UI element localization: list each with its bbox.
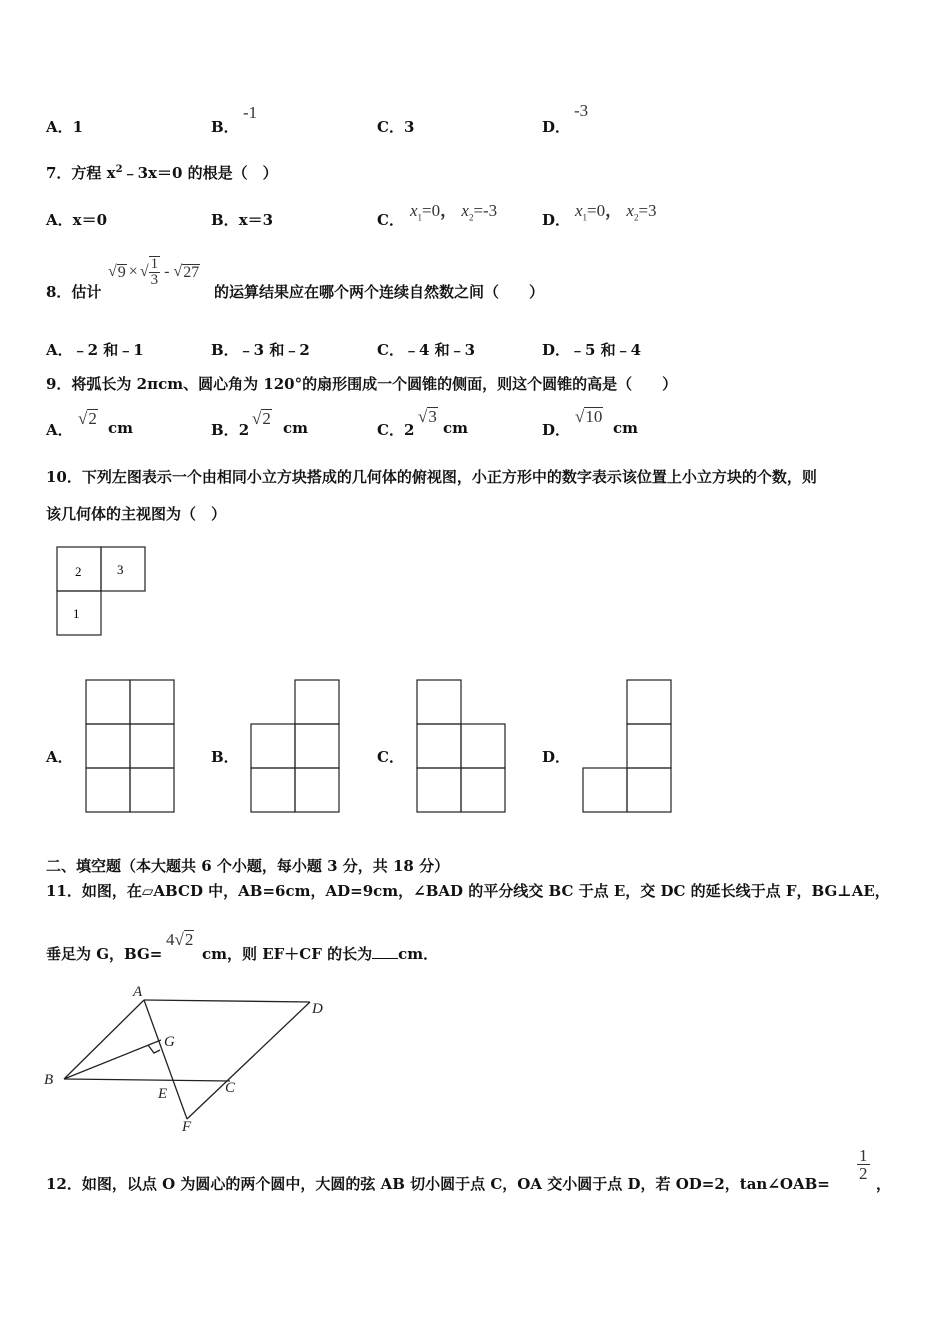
label-d: D	[312, 1001, 323, 1017]
q9-option-d-label: D．	[542, 421, 571, 439]
q12-fraction: $\frac{1}{2}$	[859, 1146, 868, 1183]
q9-option-c-value: √3	[418, 407, 437, 426]
q6-option-d-value: -3	[574, 101, 589, 120]
q9-option-a-value: √2	[78, 409, 97, 428]
q8-option-d: D．﹣5 和﹣4	[542, 341, 642, 359]
grid-count-top-left: 2	[75, 564, 82, 579]
q11-stem-line2-suffix: cm，则 EF＋CF 的长为 cm．	[202, 945, 439, 963]
label-c: C	[225, 1080, 236, 1096]
q8-option-c: C．﹣4 和﹣3	[377, 341, 476, 359]
q8-stem-prefix: 8．估计	[46, 283, 102, 301]
q6-option-c: C．3	[377, 118, 415, 136]
q11-stem-line2-prefix: 垂足为 G，BG=	[46, 945, 163, 963]
q10-top-view-grid	[55, 545, 149, 637]
q11-parallelogram-figure	[40, 980, 340, 1140]
q10-stem-line2: 该几何体的主视图为（ ）	[46, 505, 227, 523]
q10-option-b-label: B．	[211, 748, 239, 766]
label-a: A	[133, 984, 143, 1000]
q10-option-c-figure	[416, 679, 508, 815]
label-e: E	[158, 1086, 168, 1102]
q6-option-b: B．	[211, 118, 239, 136]
grid-count-bottom-left: 1	[73, 606, 80, 621]
q7-option-d-value: $x_1=0$， $x_2=3$	[575, 201, 657, 223]
q8-option-a: A．﹣2 和﹣1	[46, 341, 144, 359]
q7-option-c-label: C．	[377, 211, 404, 229]
q8-stem-suffix: 的运算结果应在哪个两个连续自然数之间（ ）	[214, 283, 545, 301]
q12-stem-suffix: ，	[876, 1175, 892, 1193]
q7-option-a: A．x＝0	[46, 211, 108, 229]
q9-option-d-unit: cm	[613, 419, 639, 437]
q9-option-b-value: √2	[252, 409, 271, 428]
q7-option-d-label: D．	[542, 211, 571, 229]
q7-option-c-value: $x_1=0$， $x_2=-3$	[410, 201, 498, 223]
q9-option-c-label: C．2	[377, 421, 415, 439]
q6-option-a: A．1	[46, 118, 84, 136]
grid-count-top-right: 3	[117, 562, 124, 577]
label-b: B	[44, 1072, 54, 1088]
q10-stem-line1: 10．下列左图表示一个由相同小立方块搭成的几何体的俯视图，小正方形中的数字表示该位置上小立方块的个数，则	[46, 468, 817, 486]
q9-option-b-label: B．2	[211, 421, 250, 439]
q11-bg-value: 4√2	[166, 930, 194, 949]
q9-option-a-label: A．	[46, 421, 73, 439]
label-g: G	[164, 1034, 175, 1050]
q12-stem: 12．如图，以点 O 为圆心的两个圆中，大圆的弦 AB 切小圆于点 C，OA 交小圆于点 D，若 OD=2，tan∠OAB=	[46, 1175, 830, 1193]
q10-option-d-label: D．	[542, 748, 571, 766]
q9-option-b-unit: cm	[283, 419, 309, 437]
q10-option-a-label: A．	[46, 748, 73, 766]
q10-option-c-label: C．	[377, 748, 404, 766]
label-f: F	[182, 1119, 192, 1135]
q10-option-d-figure	[582, 679, 674, 815]
q9-option-c-unit: cm	[443, 419, 469, 437]
q7-option-b: B．x＝3	[211, 211, 274, 229]
answer-blank[interactable]	[372, 946, 398, 959]
q8-expression: √ 9 × √ $\frac{1}{3}$ - √ 27	[108, 256, 200, 288]
q6-option-b-value: -1	[243, 103, 258, 122]
q9-option-d-value: √10	[575, 407, 603, 426]
q6-option-d: D．	[542, 118, 571, 136]
q9-stem: 9．将弧长为 2πcm、圆心角为 120°的扇形围成一个圆锥的侧面，则这个圆锥的高是（ ）	[46, 375, 678, 393]
q10-option-b-figure	[250, 679, 342, 815]
q10-option-a-figure	[85, 679, 177, 815]
q7-stem: 7．方程 $x^2﹣3x=0$ 的根是（ ）	[46, 164, 278, 182]
q8-option-b: B．﹣3 和﹣2	[211, 341, 310, 359]
q11-stem-line1: 11．如图，在▱ABCD 中，AB=6cm，AD=9cm，∠BAD 的平分线交 BC 于点 E，交 DC 的延长线于点 F，BG⊥AE，	[46, 882, 890, 900]
section2-title: 二、填空题（本大题共 6 个小题，每小题 3 分，共 18 分）	[46, 857, 450, 875]
q9-option-a-unit: cm	[108, 419, 134, 437]
